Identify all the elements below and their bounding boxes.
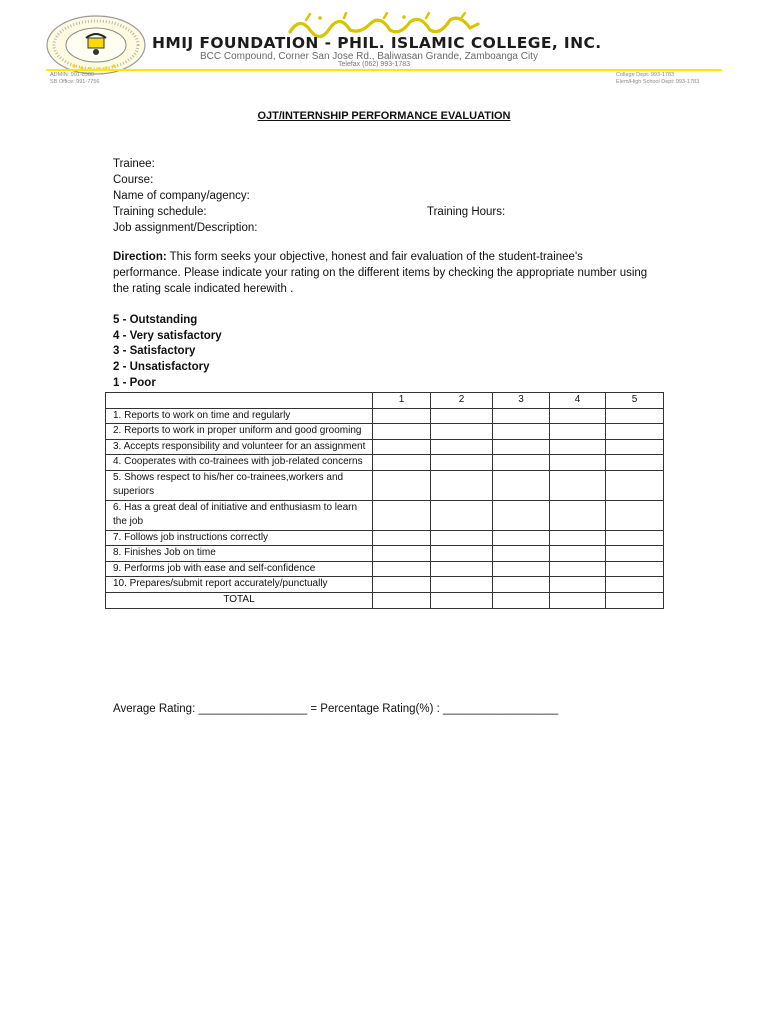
rating-cell[interactable] bbox=[606, 561, 664, 577]
rating-cell[interactable] bbox=[431, 408, 493, 424]
rating-cell[interactable] bbox=[373, 561, 431, 577]
scale-item: 1 - Poor bbox=[113, 376, 156, 389]
total-cell[interactable] bbox=[550, 592, 606, 608]
rating-cell[interactable] bbox=[606, 470, 664, 500]
total-label: TOTAL bbox=[106, 592, 373, 608]
rating-cell[interactable] bbox=[493, 530, 550, 546]
rating-cell[interactable] bbox=[550, 408, 606, 424]
trainee-field: Trainee: bbox=[113, 158, 155, 170]
column-header: 1 bbox=[373, 393, 431, 409]
rating-cell[interactable] bbox=[550, 500, 606, 530]
rating-cell[interactable] bbox=[431, 546, 493, 562]
rating-cell[interactable] bbox=[606, 455, 664, 471]
table-header-row bbox=[106, 393, 664, 409]
rating-cell[interactable] bbox=[606, 500, 664, 530]
contact-line: ADMIN: 991-8980 bbox=[50, 72, 95, 78]
rating-cell[interactable] bbox=[550, 577, 606, 593]
rating-cell[interactable] bbox=[606, 546, 664, 562]
rating-cell[interactable] bbox=[493, 500, 550, 530]
schedule-field: Training schedule: bbox=[113, 206, 207, 218]
criterion-label: 7. Follows job instructions correctly bbox=[106, 530, 373, 546]
rating-cell[interactable] bbox=[431, 424, 493, 440]
scale-item: 3 - Satisfactory bbox=[113, 345, 196, 358]
table-row bbox=[106, 546, 664, 562]
scale-item: 5 - Outstanding bbox=[113, 314, 198, 326]
direction-text: This form seeks your objective, honest and fair evaluation of the student-trainee's performance. Please indicate your rating on the different items by checking the appropriate number using the rating scale indicated herewith . bbox=[113, 251, 648, 295]
rating-cell[interactable] bbox=[431, 455, 493, 471]
table-row bbox=[106, 470, 664, 500]
rating-cell[interactable] bbox=[493, 455, 550, 471]
rating-cell[interactable] bbox=[550, 561, 606, 577]
table-row bbox=[106, 408, 664, 424]
rating-cell[interactable] bbox=[373, 530, 431, 546]
criterion-label: 10. Prepares/submit report accurately/punctually bbox=[106, 577, 373, 593]
rating-cell[interactable] bbox=[550, 546, 606, 562]
course-field: Course: bbox=[113, 174, 154, 186]
rating-cell[interactable] bbox=[373, 408, 431, 424]
trainee-info-fields bbox=[113, 156, 506, 236]
letterhead-title: HMIJ FOUNDATION - PHIL. ISLAMIC COLLEGE, INC. bbox=[152, 34, 602, 52]
total-cell[interactable] bbox=[431, 592, 493, 608]
table-row bbox=[106, 500, 664, 530]
total-cell[interactable] bbox=[606, 592, 664, 608]
criterion-label: 1. Reports to work on time and regularly bbox=[106, 408, 373, 424]
rating-cell[interactable] bbox=[550, 470, 606, 500]
total-cell[interactable] bbox=[373, 592, 431, 608]
table-row bbox=[106, 561, 664, 577]
total-row bbox=[106, 592, 664, 608]
rating-cell[interactable] bbox=[431, 530, 493, 546]
rating-cell[interactable] bbox=[431, 470, 493, 500]
average-rating-line: Average Rating: _________________ = Percentage Rating(%) : __________________ bbox=[113, 703, 559, 715]
table-row bbox=[106, 424, 664, 440]
rating-cell[interactable] bbox=[493, 408, 550, 424]
letterhead-left-contacts bbox=[50, 72, 99, 85]
letterhead-telefax: Telefax (062) 993-1783 bbox=[338, 61, 410, 68]
table-row bbox=[106, 439, 664, 455]
column-header: 2 bbox=[431, 393, 493, 409]
letterhead-right-contacts bbox=[616, 72, 699, 85]
scale-item: 4 - Very satisfactory bbox=[113, 329, 222, 342]
rating-cell[interactable] bbox=[550, 424, 606, 440]
criterion-label: 4. Cooperates with co-trainees with job-related concerns bbox=[106, 455, 373, 471]
rating-cell[interactable] bbox=[373, 546, 431, 562]
letterhead-address: BCC Compound, Corner San Jose Rd., Baliwasan Grande, Zamboanga City bbox=[200, 51, 538, 62]
scale-item: 2 - Unsatisfactory bbox=[113, 361, 210, 374]
rating-cell[interactable] bbox=[550, 455, 606, 471]
college-seal-logo bbox=[44, 14, 148, 76]
criterion-label: 9. Performs job with ease and self-confidence bbox=[106, 561, 373, 577]
rating-cell[interactable] bbox=[431, 577, 493, 593]
rating-cell[interactable] bbox=[493, 424, 550, 440]
document-title: OJT/INTERNSHIP PERFORMANCE EVALUATION bbox=[257, 110, 511, 122]
column-header: 3 bbox=[493, 393, 550, 409]
job-field: Job assignment/Description: bbox=[113, 222, 258, 234]
contact-line: College Dept: 993-1783 bbox=[616, 72, 675, 78]
criterion-label: 2. Reports to work in proper uniform and good grooming bbox=[106, 424, 373, 440]
rating-cell[interactable] bbox=[606, 439, 664, 455]
rating-cell[interactable] bbox=[373, 424, 431, 440]
criterion-label: 6. Has a great deal of initiative and enthusiasm to learn the job bbox=[106, 500, 373, 530]
table-row bbox=[106, 530, 664, 546]
rating-cell[interactable] bbox=[493, 577, 550, 593]
rating-cell[interactable] bbox=[493, 546, 550, 562]
rating-cell[interactable] bbox=[606, 530, 664, 546]
table-header-blank bbox=[106, 393, 373, 409]
criterion-label: 3. Accepts responsibility and volunteer for an assignment bbox=[106, 439, 373, 455]
rating-cell[interactable] bbox=[431, 561, 493, 577]
contact-line: SB Office: 991-7756 bbox=[50, 78, 100, 85]
rating-cell[interactable] bbox=[493, 439, 550, 455]
company-field: Name of company/agency: bbox=[113, 190, 250, 202]
rating-cell[interactable] bbox=[431, 439, 493, 455]
rating-cell[interactable] bbox=[373, 455, 431, 471]
rating-cell[interactable] bbox=[493, 561, 550, 577]
letterhead-divider bbox=[46, 69, 722, 71]
rating-cell[interactable] bbox=[606, 408, 664, 424]
rating-cell[interactable] bbox=[550, 439, 606, 455]
total-cell[interactable] bbox=[493, 592, 550, 608]
rating-table bbox=[105, 392, 664, 609]
criterion-label: 8. Finishes Job on time bbox=[106, 546, 373, 562]
rating-cell[interactable] bbox=[373, 577, 431, 593]
rating-scale bbox=[113, 313, 222, 392]
criterion-label: 5. Shows respect to his/her co-trainees,workers and superiors bbox=[106, 470, 373, 500]
rating-cell[interactable] bbox=[493, 470, 550, 500]
rating-cell[interactable] bbox=[431, 500, 493, 530]
column-header: 5 bbox=[606, 393, 664, 409]
rating-cell[interactable] bbox=[373, 500, 431, 530]
direction-label: Direction: bbox=[113, 251, 167, 263]
table-row bbox=[106, 455, 664, 471]
rating-cell[interactable] bbox=[606, 424, 664, 440]
rating-cell[interactable] bbox=[373, 439, 431, 455]
schedule-row bbox=[113, 204, 506, 220]
column-header: 4 bbox=[550, 393, 606, 409]
direction-paragraph bbox=[113, 249, 653, 297]
table-row bbox=[106, 577, 664, 593]
rating-cell[interactable] bbox=[606, 577, 664, 593]
rating-cell[interactable] bbox=[373, 470, 431, 500]
rating-cell[interactable] bbox=[550, 530, 606, 546]
hours-field: Training Hours: bbox=[427, 206, 506, 218]
contact-line: Elem/High School Dept: 993-1783 bbox=[616, 78, 700, 85]
